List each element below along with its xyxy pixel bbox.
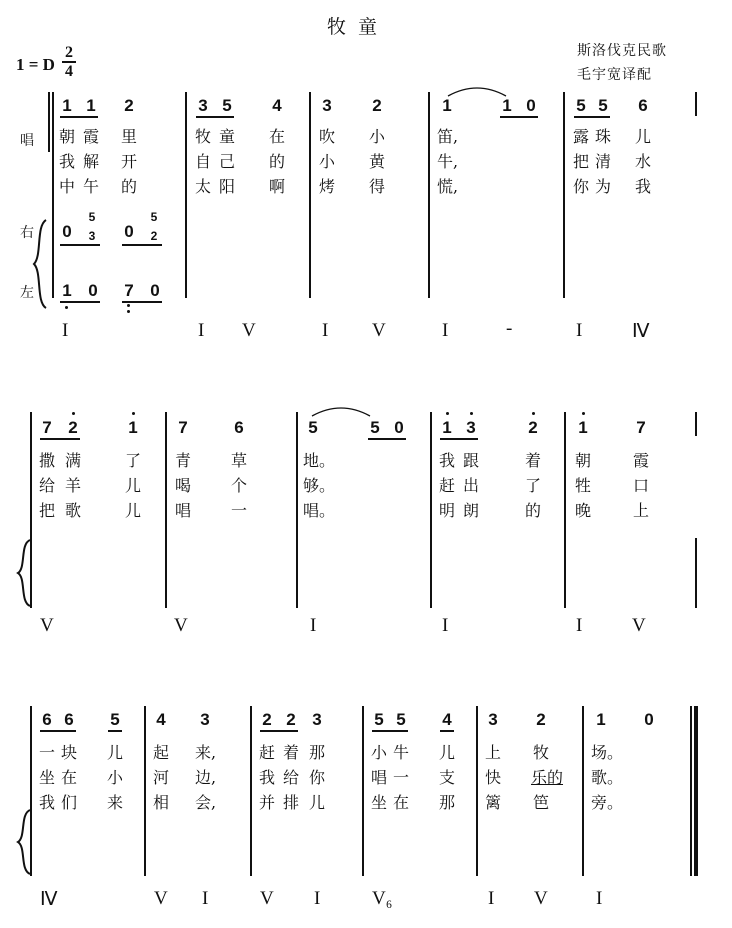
lyric: 相 (152, 793, 169, 812)
lyric: 们 (60, 793, 77, 812)
note: 1 (578, 418, 588, 437)
lyric: 朝 (574, 451, 591, 470)
beam-underline (122, 301, 162, 303)
rh-chord-top: 5 (150, 210, 158, 224)
lyric: 自 (194, 152, 211, 171)
lyric: 排 (282, 793, 299, 812)
lh-note: 0 (88, 281, 98, 300)
lyric: 己 (218, 152, 235, 171)
right-hand-label: 右 (20, 225, 34, 241)
lyric: 撒 (38, 451, 55, 470)
lyric: 儿 (634, 127, 651, 146)
octave-dot-low (127, 304, 130, 307)
beam-underline (60, 301, 100, 303)
lyric: 我 (258, 768, 275, 787)
lyric: 歌 (64, 501, 81, 520)
lyric: 小 (318, 152, 335, 171)
beam-underline (196, 116, 234, 118)
octave-dot-low (127, 310, 130, 313)
lh-note: 7 (124, 281, 134, 300)
note: 2 (372, 96, 382, 115)
lyric: 牧 (532, 743, 549, 762)
chord-symbol: I (442, 615, 449, 636)
lyric: 啊 (268, 177, 285, 196)
lyric: 牧 (194, 127, 211, 146)
chord-symbol: V (372, 320, 386, 341)
beam-underline (372, 730, 408, 732)
note: 6 (234, 418, 244, 437)
lyric: 慌, (437, 177, 459, 196)
note: 2 (68, 418, 78, 437)
lyric: 我 (58, 152, 75, 171)
lyric: 得 (368, 177, 385, 196)
lyric: 在 (60, 768, 77, 787)
lyric: 出 (462, 476, 479, 495)
lyric: 着 (282, 743, 299, 762)
lyric: 水 (634, 152, 651, 171)
chord-symbol: V₆ (372, 888, 393, 909)
octave-dot-low (65, 306, 68, 309)
lyric: 坐 (370, 793, 387, 812)
credit-translator: 毛宇宽译配 (577, 67, 652, 83)
rh-chord-bottom: 2 (150, 229, 158, 243)
lyric: 吹 (318, 127, 335, 146)
beam-underline (60, 244, 100, 246)
lyric: 牲 (574, 476, 591, 495)
lyric: 上 (632, 501, 649, 520)
octave-dot-high (446, 412, 449, 415)
lyric: 午 (82, 177, 99, 196)
octave-dot-high (582, 412, 585, 415)
key-signature: 1 = D (16, 55, 55, 74)
note: 1 (86, 96, 96, 115)
lyric: 坐 (38, 768, 55, 787)
chord-symbol: I (202, 888, 209, 909)
note: 6 (64, 710, 74, 729)
lyric: 开 (120, 152, 137, 171)
chord-symbol: I (62, 320, 69, 341)
note: 5 (396, 710, 406, 729)
lyric: 个 (230, 476, 247, 495)
chord-symbol: - (506, 318, 513, 339)
note: 7 (636, 418, 646, 437)
lyric: 把 (572, 152, 589, 171)
lyric: 儿 (124, 476, 141, 495)
lyric: 在 (392, 793, 409, 812)
note: 6 (42, 710, 52, 729)
octave-dot-high (132, 412, 135, 415)
lyric: 了 (524, 476, 541, 495)
lyric: 起 (152, 743, 169, 762)
time-denominator: 4 (65, 62, 73, 80)
lyric: 小 (106, 768, 123, 787)
lh-note: 1 (62, 281, 72, 300)
lyric: 儿 (438, 743, 455, 762)
lyric: 跟 (462, 451, 479, 470)
lyric: 给 (38, 476, 55, 495)
note: 5 (598, 96, 608, 115)
chord-symbol: I (442, 320, 449, 341)
lyric: 并 (258, 793, 275, 812)
lyric: 的 (268, 152, 285, 171)
lyric: 篱 (484, 793, 501, 812)
lyric: 牛, (437, 152, 459, 171)
lyric: 笆 (532, 793, 549, 812)
chord-symbol: V (534, 888, 548, 909)
lyric: 明 (438, 501, 455, 520)
beam-underline (440, 730, 454, 732)
lyric: 一 (38, 743, 55, 762)
chord-symbol: V (40, 615, 54, 636)
credit-composer: 斯洛伐克民歌 (577, 43, 667, 59)
lyric: 笛, (437, 127, 459, 146)
lyric: 牛 (392, 743, 409, 762)
note: 1 (442, 418, 452, 437)
note: 7 (42, 418, 52, 437)
lyric: 朝 (58, 127, 75, 146)
lyric: 草 (230, 451, 247, 470)
note: 3 (200, 710, 210, 729)
beam-underline (108, 730, 122, 732)
lyric: 喝 (174, 476, 191, 495)
note: 5 (374, 710, 384, 729)
lyric: 唱 (370, 768, 387, 787)
piano-brace-1 (32, 218, 48, 310)
tie (310, 404, 372, 418)
chord-symbol: V (242, 320, 256, 341)
chord-symbol: V (174, 615, 188, 636)
note: 2 (262, 710, 272, 729)
note: 3 (312, 710, 322, 729)
note: 6 (638, 96, 648, 115)
lyric: 童 (218, 127, 235, 146)
lyric: 来, (195, 743, 217, 762)
song-title: 牧童 (327, 16, 390, 38)
note: 0 (644, 710, 654, 729)
lyric: 太 (194, 177, 211, 196)
lyric: 够。 (303, 476, 336, 495)
lyric: 朗 (462, 501, 479, 520)
lyric: 一 (392, 768, 409, 787)
octave-dot-high (72, 412, 75, 415)
lyric: 烤 (318, 177, 335, 196)
lyric: 为 (594, 177, 611, 196)
lyric: 场。 (591, 743, 624, 762)
lyric: 快 (484, 768, 501, 787)
lyric: 边, (195, 768, 217, 787)
lyric: 乐的 (531, 768, 564, 787)
lyric: 歌。 (591, 768, 624, 787)
note: 3 (488, 710, 498, 729)
note: 1 (502, 96, 512, 115)
note: 3 (322, 96, 332, 115)
note: 3 (198, 96, 208, 115)
lyric: 赶 (258, 743, 275, 762)
lyric: 上 (484, 743, 501, 762)
note: 5 (370, 418, 380, 437)
lyric: 把 (38, 501, 55, 520)
beam-underline (440, 438, 478, 440)
tie (446, 84, 508, 98)
beam-underline (574, 116, 610, 118)
lyric: 唱。 (303, 501, 336, 520)
rh-chord-top: 5 (88, 210, 96, 224)
lyric: 儿 (124, 501, 141, 520)
chord-symbol: I (576, 615, 583, 636)
lyric: 河 (152, 768, 169, 787)
lyric: 露 (572, 127, 589, 146)
lyric: 儿 (106, 743, 123, 762)
lyric: 块 (60, 743, 77, 762)
left-hand-label: 左 (20, 285, 34, 301)
lyric: 给 (282, 768, 299, 787)
lyric: 小 (370, 743, 387, 762)
note: 5 (222, 96, 232, 115)
octave-dot-high (470, 412, 473, 415)
note: 1 (62, 96, 72, 115)
beam-underline (40, 730, 76, 732)
chord-symbol: I (310, 615, 317, 636)
lyric: 一 (230, 501, 247, 520)
chord-symbol: I (198, 320, 205, 341)
lyric: 清 (594, 152, 611, 171)
lyric: 来 (106, 793, 123, 812)
note: 5 (576, 96, 586, 115)
lyric: 我 (634, 177, 651, 196)
chord-symbol: I (322, 320, 329, 341)
note: 0 (394, 418, 404, 437)
lyric: 会, (195, 793, 217, 812)
piano-brace-3 (16, 808, 32, 876)
lyric: 那 (438, 793, 455, 812)
chord-symbol: V (260, 888, 274, 909)
chord-symbol: I (596, 888, 603, 909)
lyric: 霞 (82, 127, 99, 146)
chord-symbol: I (488, 888, 495, 909)
lyric: 旁。 (591, 793, 624, 812)
beam-underline (368, 438, 406, 440)
note: 4 (272, 96, 282, 115)
note: 5 (308, 418, 318, 437)
lyric: 口 (632, 476, 649, 495)
lyric: 解 (82, 152, 99, 171)
lyric: 阳 (218, 177, 235, 196)
lyric: 那 (308, 743, 325, 762)
rh-note: 0 (124, 222, 134, 241)
beam-underline (260, 730, 298, 732)
beam-underline (122, 244, 162, 246)
time-numerator: 2 (65, 44, 73, 61)
lyric: 的 (120, 177, 137, 196)
lyric: 中 (58, 177, 75, 196)
chord-symbol: I (314, 888, 321, 909)
lyric: 我 (38, 793, 55, 812)
lyric: 黄 (368, 152, 385, 171)
lyric: 的 (524, 501, 541, 520)
voice-label: 唱 (20, 133, 34, 149)
chord-symbol: I (576, 320, 583, 341)
chord-symbol: V (632, 615, 646, 636)
lyric: 唱 (174, 501, 191, 520)
lyric: 着 (524, 451, 541, 470)
rh-chord-bottom: 3 (88, 229, 96, 243)
chord-symbol: V (154, 888, 168, 909)
time-signature (62, 45, 76, 79)
rh-note: 0 (62, 222, 72, 241)
chord-symbol: Ⅳ (632, 321, 650, 342)
note: 2 (536, 710, 546, 729)
note: 3 (466, 418, 476, 437)
note: 2 (528, 418, 538, 437)
note: 4 (156, 710, 166, 729)
note: 2 (124, 96, 134, 115)
lyric: 小 (368, 127, 385, 146)
lyric: 地。 (303, 451, 336, 470)
note: 2 (286, 710, 296, 729)
note: 1 (128, 418, 138, 437)
note: 4 (442, 710, 452, 729)
note: 1 (442, 96, 452, 115)
chord-symbol: Ⅳ (40, 889, 58, 910)
beam-underline (500, 116, 538, 118)
lyric: 珠 (594, 127, 611, 146)
lyric: 青 (174, 451, 191, 470)
lyric: 儿 (308, 793, 325, 812)
lyric: 赶 (438, 476, 455, 495)
lyric: 我 (438, 451, 455, 470)
lyric: 你 (572, 177, 589, 196)
beam-underline (40, 438, 80, 440)
note: 1 (596, 710, 606, 729)
piano-brace-2 (16, 538, 32, 608)
note: 5 (110, 710, 120, 729)
note: 0 (526, 96, 536, 115)
beam-underline (60, 116, 98, 118)
lyric: 满 (64, 451, 81, 470)
octave-dot-high (532, 412, 535, 415)
lyric: 羊 (64, 476, 81, 495)
lh-note: 0 (150, 281, 160, 300)
note: 7 (178, 418, 188, 437)
lyric: 霞 (632, 451, 649, 470)
lyric: 在 (268, 127, 285, 146)
lyric: 支 (438, 768, 455, 787)
lyric: 你 (308, 768, 325, 787)
lyric: 晚 (574, 501, 591, 520)
lyric: 里 (120, 127, 137, 146)
lyric: 了 (124, 451, 141, 470)
